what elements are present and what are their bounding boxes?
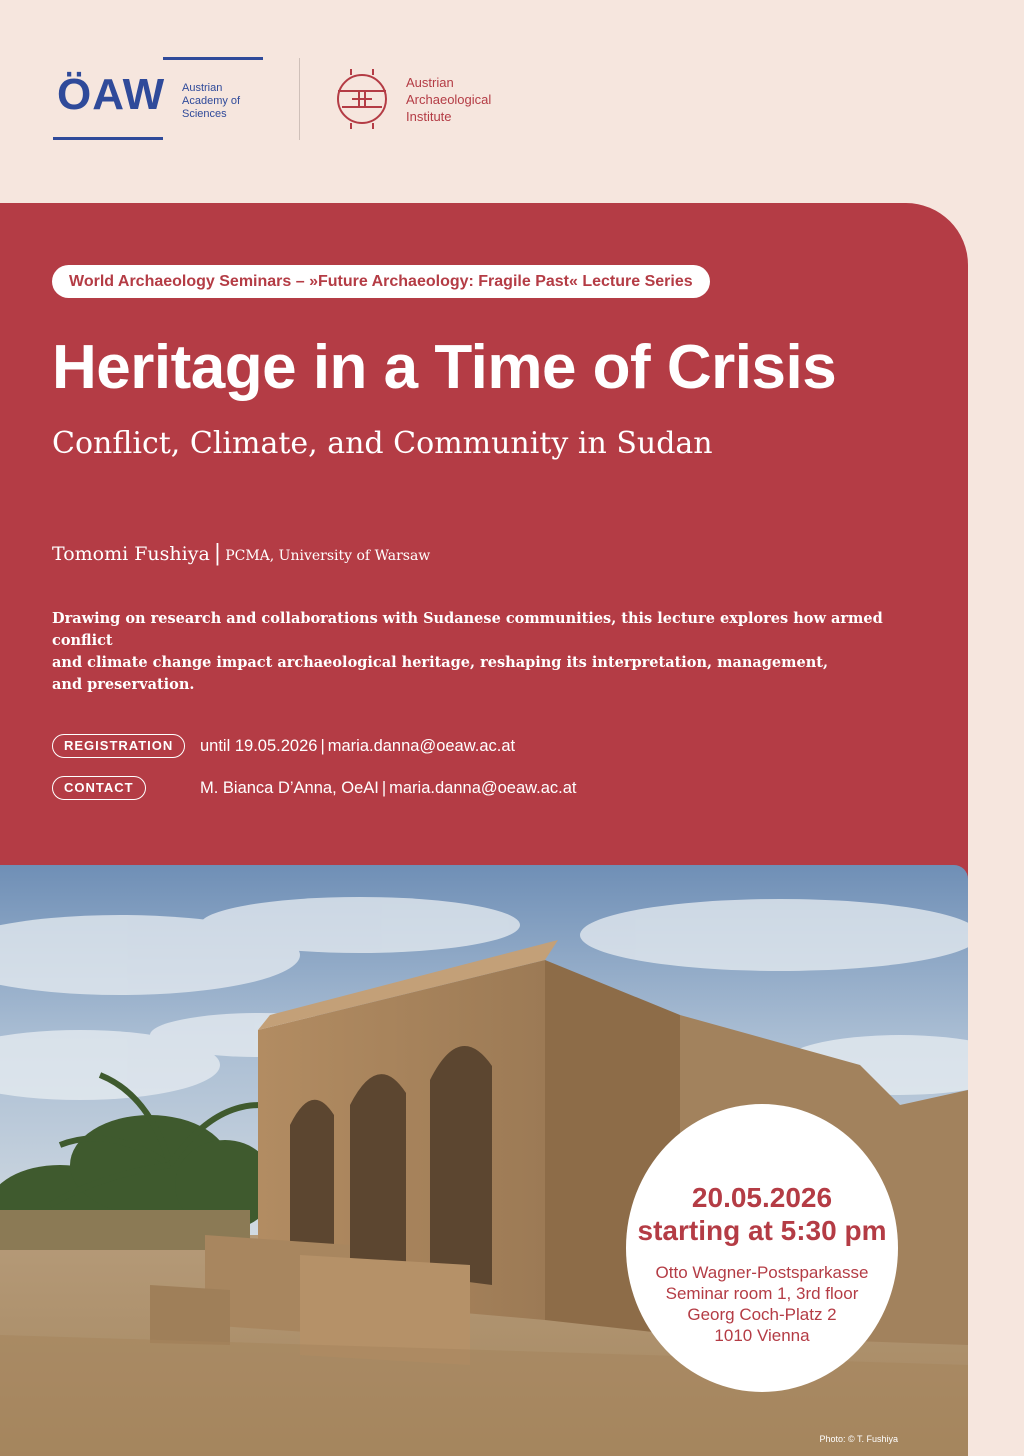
oeai-logo-name xyxy=(406,74,546,125)
oeaw-name-line: Sciences xyxy=(182,108,227,120)
abstract-line: Drawing on research and collaborations with Sudanese communities, this lecture explores how armed conflict xyxy=(52,610,883,649)
series-label: World Archaeology Seminars – »Future Archaeology: Fragile Past« Lecture Series xyxy=(52,265,710,298)
contact-separator: | xyxy=(381,779,387,797)
event-venue-line: Otto Wagner-Postsparkasse xyxy=(655,1263,869,1282)
registration-deadline: until 19.05.2026 xyxy=(200,737,318,755)
oeaw-logo-rule-top xyxy=(163,57,263,60)
event-venue-line: 1010 Vienna xyxy=(714,1326,810,1345)
oeai-name-line: Institute xyxy=(406,109,452,124)
contact-person: M. Bianca D’Anna, OeAI xyxy=(200,779,379,797)
abstract-line: and preservation. xyxy=(52,676,195,693)
oeaw-logo-name xyxy=(182,82,282,121)
event-time: starting at 5:30 pm xyxy=(637,1215,887,1246)
event-date: 20.05.2026 xyxy=(691,1182,833,1213)
photo-credit: Photo: © T. Fushiya xyxy=(819,1434,898,1444)
registration-tag: REGISTRATION xyxy=(52,734,185,758)
event-venue xyxy=(626,1262,898,1346)
oeai-name-line: Austrian xyxy=(406,75,454,90)
speaker-name: Tomomi Fushiya xyxy=(52,543,210,565)
contact-email-link[interactable]: maria.danna@oeaw.ac.at xyxy=(389,779,577,797)
speaker-line xyxy=(52,539,752,571)
contact-value xyxy=(200,776,577,800)
oeaw-name-line: Austrian xyxy=(182,82,223,94)
oeai-name-line: Archaeological xyxy=(406,92,492,107)
speaker-separator: | xyxy=(213,541,222,566)
oeaw-logo-rule-bottom xyxy=(53,137,163,140)
event-venue-line: Georg Coch-Platz 2 xyxy=(687,1305,837,1324)
oeaw-logo-mark: ÖAW xyxy=(57,70,166,119)
registration-separator: | xyxy=(320,737,325,755)
contact-tag: CONTACT xyxy=(52,776,146,800)
page-subtitle: Conflict, Climate, and Community in Sudan xyxy=(52,426,713,461)
oeai-emblem-icon xyxy=(333,66,391,132)
abstract xyxy=(52,608,902,696)
oeaw-name-line: Academy of xyxy=(182,95,241,107)
header-divider xyxy=(299,58,300,140)
event-date-badge xyxy=(626,1104,898,1392)
registration-email-link[interactable]: maria.danna@oeaw.ac.at xyxy=(327,737,516,755)
abstract-line: and climate change impact archaeological heritage, reshaping its interpretation, management, xyxy=(52,654,829,671)
speaker-affiliation: PCMA, University of Warsaw xyxy=(225,548,431,564)
registration-value xyxy=(200,734,515,758)
event-date-time xyxy=(626,1181,898,1247)
page-title: Heritage in a Time of Crisis xyxy=(52,333,837,402)
event-venue-line: Seminar room 1, 3rd floor xyxy=(665,1284,859,1303)
